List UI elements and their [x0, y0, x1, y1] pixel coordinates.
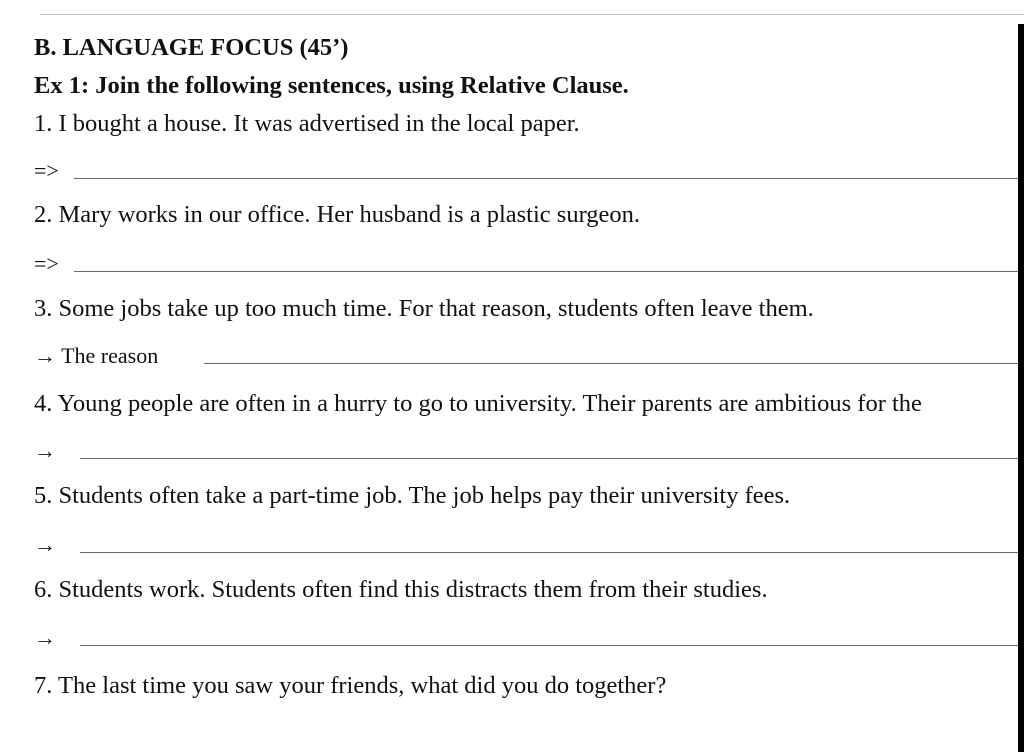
answer-blank-1[interactable] — [74, 178, 1018, 179]
answer-blank-3[interactable] — [204, 363, 1018, 364]
question-5: 5. Students often take a part-time job. The job helps pay their university fees. — [34, 482, 791, 509]
answer-prefix-2: => — [34, 251, 59, 276]
top-divider — [40, 14, 1024, 15]
answer-row-3[interactable] — [34, 343, 1024, 373]
answer-prefix-1: => — [34, 158, 59, 183]
answer-blank-4[interactable] — [80, 458, 1018, 459]
question-2: 2. Mary works in our office. Her husband is a plastic surgeon. — [34, 201, 641, 228]
answer-row-4[interactable] — [34, 438, 1024, 468]
section-title: B. LANGUAGE FOCUS (45’) — [34, 34, 349, 61]
question-1: 1. I bought a house. It was advertised in the local paper. — [34, 110, 580, 137]
answer-row-6[interactable] — [34, 625, 1024, 655]
answer-prefix-3: → The reason — [34, 343, 159, 368]
answer-prefix-4: → — [34, 438, 56, 463]
question-7: 7. The last time you saw your friends, what did you do together? — [34, 672, 667, 699]
answer-row-5[interactable] — [34, 532, 1024, 562]
question-3: 3. Some jobs take up too much time. For that reason, students often leave them. — [34, 295, 814, 322]
question-4: 4. Young people are often in a hurry to go to university. Their parents are ambitious for the — [34, 390, 922, 417]
answer-prefix-6: → — [34, 625, 56, 650]
exercise-instruction: Ex 1: Join the following sentences, using Relative Clause. — [34, 72, 629, 99]
answer-row-1[interactable] — [34, 158, 1024, 188]
answer-row-2[interactable] — [34, 251, 1024, 281]
answer-blank-5[interactable] — [80, 552, 1018, 553]
answer-blank-6[interactable] — [80, 645, 1018, 646]
question-6: 6. Students work. Students often find this distracts them from their studies. — [34, 576, 768, 603]
answer-blank-2[interactable] — [74, 271, 1018, 272]
answer-prefix-5: → — [34, 532, 56, 557]
